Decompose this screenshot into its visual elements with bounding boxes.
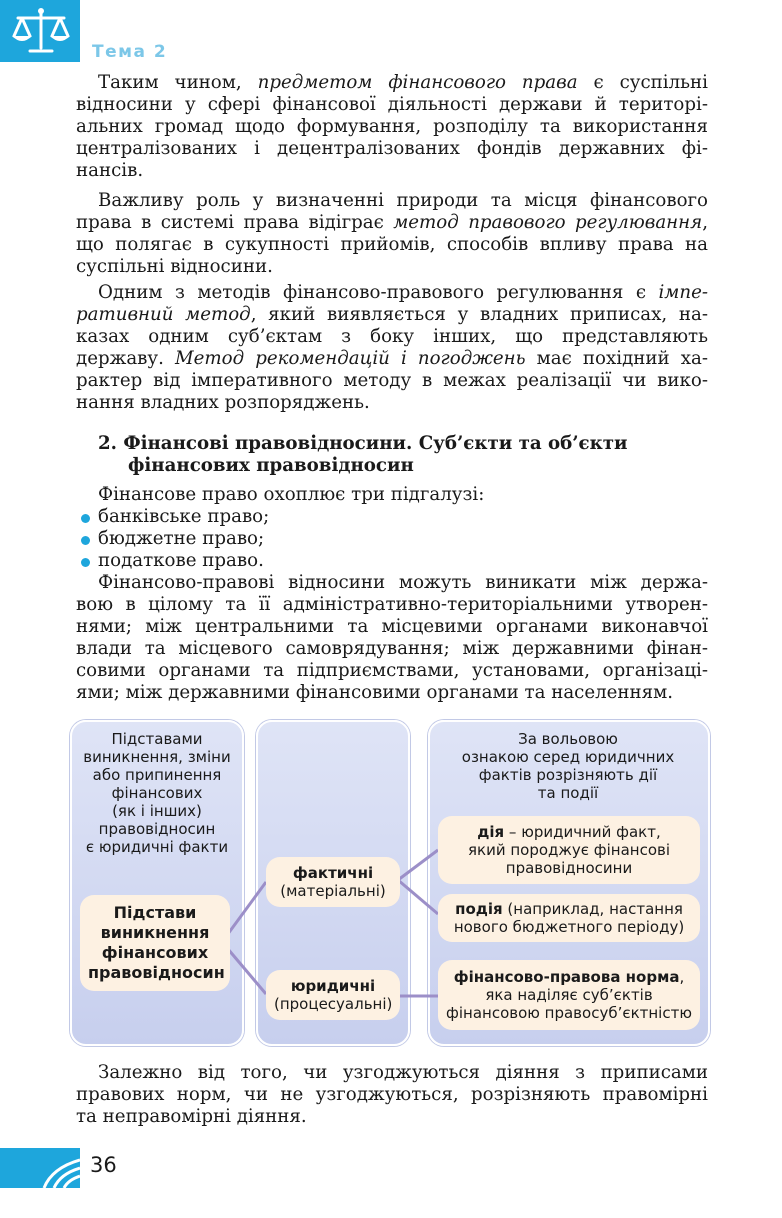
norm-box: фінансово-правова норма, яка наділяє суб’єктів фінансовою правосуб’єктністю: [438, 960, 700, 1030]
action-box: дія – юридичний факт, який породжує фінансові правовідносини: [438, 816, 700, 884]
text-line: вою в цілому та її адміністративно-територіальними утворен-: [76, 594, 708, 615]
paragraph-1: [76, 72, 708, 182]
header-corner: [0, 0, 80, 62]
text-line: Фінансове право охоплює три підгалузі:: [98, 484, 485, 505]
text-line: Важливу роль у визначенні природи та місця фінансового: [98, 190, 708, 211]
right-column-text: За вольовою ознакою серед юридичних фактів розрізняють дії та події: [461, 730, 675, 802]
left-column-text: Підставами виникнення, зміни або припинення фінансових (як і інших) правовідносин є юридичні факти: [83, 730, 231, 856]
text-line: Одним з методів фінансово-правового регулювання є імпе-: [98, 282, 708, 303]
text-line: рактер від імперативного методу в межах реалізації чи вико-: [76, 370, 708, 391]
grounds-box: Підстави виникнення фінансових правовідносин: [80, 895, 230, 991]
section-heading: [98, 433, 708, 477]
text-line: ями; між державними фінансовими органами та населенням.: [76, 682, 674, 703]
text-line: відносини у сфері фінансової діяльності держави й територі-: [76, 94, 708, 115]
event-box: подія (наприклад, настання нового бюджетного періоду): [438, 894, 700, 942]
legal-box: юридичні (процесуальні): [266, 970, 400, 1020]
text-line: централізованих і децентралізованих фондів державних фі-: [76, 138, 708, 159]
page-number: 36: [90, 1153, 117, 1177]
topic-label: Тема 2: [92, 42, 168, 62]
heading-line: 2. Фінансові правовідносини. Суб’єкти та об’єкти: [98, 433, 628, 454]
text-line: Фінансово-правові відносини можуть виникати між держа-: [98, 572, 708, 593]
text-line: нання владних розпоряджень.: [76, 392, 370, 413]
paragraph-6: [76, 1062, 708, 1128]
paragraph-5: [76, 572, 708, 704]
text-line: нями; між центральними та місцевими органами виконавчої: [76, 616, 708, 637]
paragraph-3: [76, 282, 708, 414]
text-line: нансів.: [76, 160, 144, 181]
scales-icon: [10, 6, 72, 56]
factual-box: фактичні (матеріальні): [266, 857, 400, 907]
list-item: бюджетне право;: [76, 528, 708, 550]
waves-icon: [0, 1148, 80, 1188]
text-line: ративний метод, який виявляється у владних приписах, на-: [76, 304, 708, 325]
text-line: совими органами та підприємствами, установами, організаці-: [76, 660, 708, 681]
paragraph-4: [76, 484, 708, 572]
text-line: суспільні відносини.: [76, 256, 273, 277]
text-line: права в системі права відіграє метод правового регулювання,: [76, 212, 708, 233]
text-line: альних громад щодо формування, розподілу та використання: [76, 116, 708, 137]
text-line: що полягає в сукупності прийомів, способів впливу права на: [76, 234, 708, 255]
text-line: державу. Метод рекомендацій і погоджень має похідний ха-: [76, 348, 708, 369]
text-line: влади та місцевого самоврядування; між державними фінан-: [76, 638, 708, 659]
text-line: Таким чином, предметом фінансового права є суспільні: [98, 72, 708, 93]
text-line: казах одним суб’єктам з боку інших, що представляють: [76, 326, 708, 347]
heading-line: фінансових правовідносин: [128, 455, 414, 476]
text-line: та неправомірні діяння.: [76, 1106, 307, 1127]
legal-facts-diagram: [70, 720, 710, 1042]
list-item: банківське право;: [76, 506, 708, 528]
paragraph-2: [76, 190, 708, 278]
text-line: правових норм, чи не узгоджуються, розрізняють правомірні: [76, 1084, 708, 1105]
list-item: податкове право.: [76, 550, 708, 572]
text-line: Залежно від того, чи узгоджуються діяння з приписами: [98, 1062, 708, 1083]
